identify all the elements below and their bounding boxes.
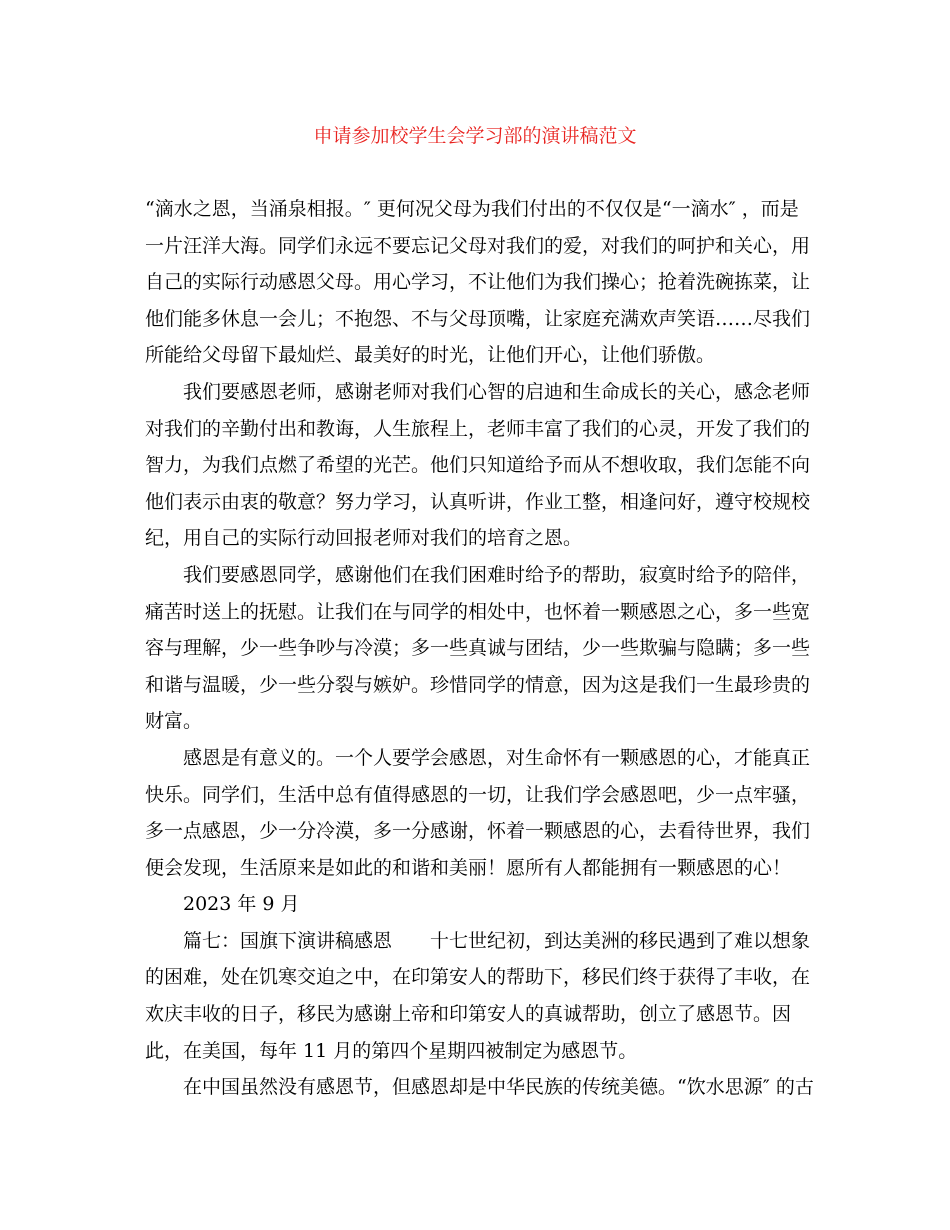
text-line: 篇七：国旗下演讲稿感恩 十七世纪初，到达美洲的移民遇到了难以想象	[183, 929, 811, 952]
text-line: 多一点感恩，少一分冷漠，多一分感谢，怀着一颗感恩的心，去看待世界，我们	[145, 820, 811, 843]
text-line: 我们要感恩同学，感谢他们在我们困难时给予的帮助，寂寞时给予的陪伴，	[183, 563, 811, 586]
text-line: 快乐。同学们，生活中总有值得感恩的一切，让我们学会感恩吧，少一点牢骚，	[145, 783, 811, 806]
text-line: 自己的实际行动感恩父母。用心学习，不让他们为我们操心；抢着洗碗拣菜，让	[145, 271, 811, 294]
text-line: 财富。	[145, 710, 203, 733]
text-line: 我们要感恩老师，感谢老师对我们心智的启迪和生命成长的关心，感念老师	[183, 380, 811, 403]
text-line: 纪，用自己的实际行动回报老师对我们的培育之恩。	[145, 527, 583, 550]
text-line: 和谐与温暖，少一些分裂与嫉妒。珍惜同学的情意，因为这是我们一生最珍贵的	[145, 673, 811, 696]
text-line: 一片汪洋大海。同学们永远不要忘记父母对我们的爱，对我们的呵护和关心，用	[145, 234, 811, 257]
text-line: 欢庆丰收的日子，移民为感谢上帝和印第安人的真诚帮助，创立了感恩节。因	[145, 1003, 792, 1026]
text-line: 便会发现，生活原来是如此的和谐和美丽！愿所有人都能拥有一颗感恩的心！	[145, 856, 792, 879]
text-line: 感恩是有意义的。一个人要学会感恩，对生命怀有一颗感恩的心，才能真正	[183, 746, 811, 769]
text-line: 此，在美国，每年 11 月的第四个星期四被制定为感恩节。	[145, 1039, 638, 1062]
text-line: 的困难，处在饥寒交迫之中，在印第安人的帮助下，移民们终于获得了丰收，在	[145, 966, 811, 989]
document-body	[145, 191, 814, 1106]
text-line: 容与理解，少一些争吵与冷漠；多一些真诚与团结，少一些欺骗与隐瞒；多一些	[145, 637, 811, 660]
text-line: 他们能多休息一会儿；不抱怨、不与父母顶嘴，让家庭充满欢声笑语……尽我们	[145, 307, 811, 330]
text-line: 2023 年 9 月	[183, 893, 300, 916]
text-line: 对我们的辛勤付出和教诲，人生旅程上，老师丰富了我们的心灵，开发了我们的	[145, 417, 811, 440]
text-line: 痛苦时送上的抚慰。让我们在与同学的相处中，也怀着一颗感恩之心，多一些宽	[145, 600, 811, 623]
document-title: 申请参加校学生会学习部的演讲稿范文	[313, 125, 637, 147]
text-line: 他们表示由衷的敬意？努力学习，认真听讲，作业工整，相逢问好，遵守校规校	[145, 490, 811, 513]
text-line: “滴水之恩，当涌泉相报。″ 更何况父母为我们付出的不仅仅是“一滴水″ ，而是	[145, 198, 799, 220]
text-line: 智力，为我们点燃了希望的光芒。他们只知道给予而从不想收取，我们怎能不向	[145, 454, 811, 477]
text-line: 所能给父母留下最灿烂、最美好的时光，让他们开心，让他们骄傲。	[145, 344, 716, 367]
text-line: 在中国虽然没有感恩节，但感恩却是中华民族的传统美德。“饮水思源″ 的古	[183, 1076, 814, 1099]
